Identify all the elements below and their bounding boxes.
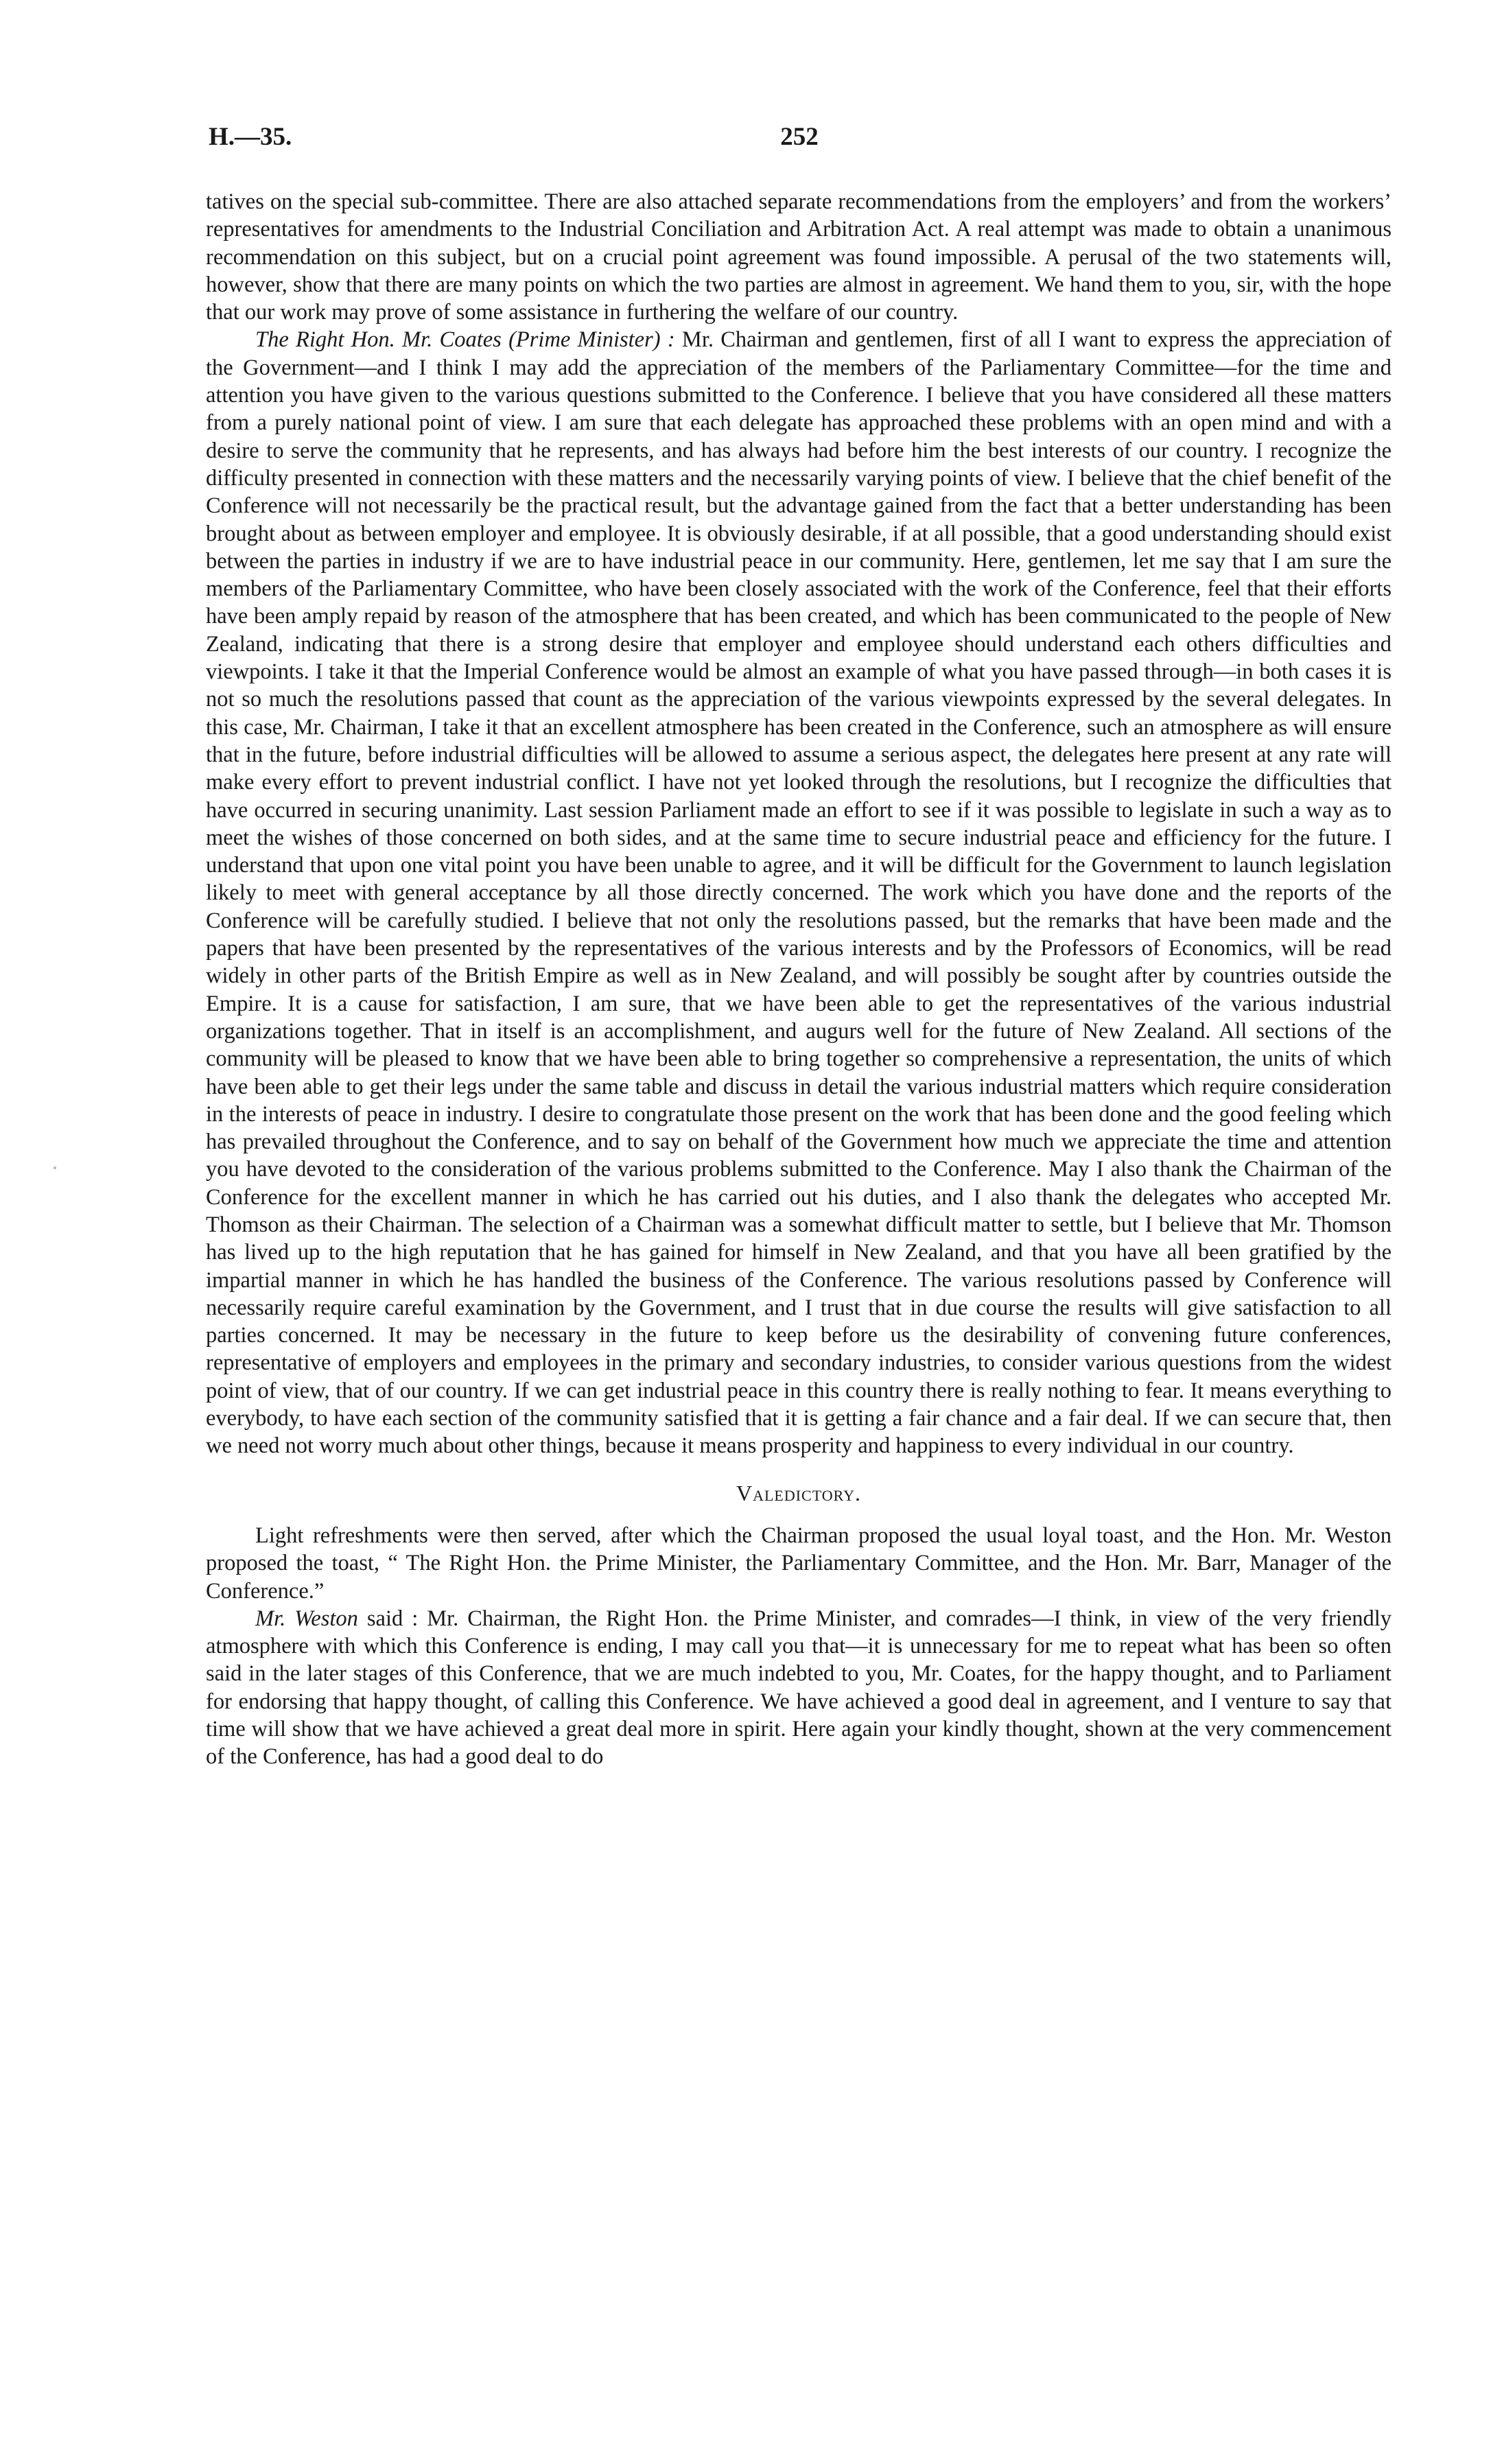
speech-text: Mr. Chairman and gentlemen, first of all I want to express the appreciation of the Government—and I think I may add the appreciation of the members of the Parliamentary Committee—for the time and attention you have given to the various questions submitted to the Conference. I believe that you have considered all these matters from a purely national point of view. I am sure that each delegate has approached these problems with an open mind and with a desire to serve the community that he represents, and has always had before him the best interests of our country. I recognize the difficulty presented in connection with these matters and the necessarily varying points of view. I believe that the chief benefit of the Conference will not necessarily be the practical result, but the advantage gained from the fact that a better understanding has been brought about as between employer and employee. It is obviously desirable, if at all possible, that a good understanding should exist between the parties in industry if we are to have industrial peace in our community. Here, gentlemen, let me say that I am sure the members of the Parliamentary Committee, who have been closely associated with the work of the Conference, feel that their efforts have been amply repaid by reason of the atmosphere that has been created, and which has been communicated to the people of New Zealand, indicating that there is a strong desire that employer and employee should understand each others difficulties and viewpoints. I take it that the Imperial Conference would be almost an example of what you have passed through—in both cases it is not so much the resolutions passed that count as the appreciation of the various viewpoints expressed by the several delegates. In this case, Mr. Chairman, I take it that an excellent atmosphere has been created in the Conference, such an atmosphere as will ensure that in the future, before industrial difficulties will be allowed to assume a serious aspect, the delegates here present at any rate will make every effort to prevent industrial conflict. I have not yet looked through the resolutions, but I recognize the difficulties that have occurred in securing unanimity. Last session Parliament made an effort to see if it was possible to legislate in such a way as to meet the wishes of those concerned on both sides, and at the same time to secure industrial peace and efficiency for the future. I understand that upon one vital point you have been unable to agree, and it will be difficult for the Government to launch legislation likely to meet with general acceptance by all those directly concerned. The work which you have done and the reports of the Conference will be carefully studied. I believe that not only the resolutions passed, but the remarks that have been made and the papers that have been presented by the representatives of the various interests and by the Professors of Economics, will be read widely in other parts of the British Empire as well as in New Zealand, and will possibly be sought after by countries outside the Empire. It is a cause for satisfaction, I am sure, that we have been able to get the representatives of the various industrial organizations together. That in itself is an accomplishment, and augurs well for the future of New Zealand. All sections of the community will be pleased to know that we have been able to bring together so comprehensive a representation, the units of which have been able to get their legs under the same table and discuss in detail the various industrial matters which require consideration in the interests of peace in industry. I desire to congratulate those present on the work that has been done and the good feeling which has prevailed throughout the Conference, and to say on behalf of the Government how much we appreciate the time and attention you have devoted to the consideration of the various problems submitted to the Conference. May I also thank the Chairman of the Conference for the excellent manner in which he has carried out his duties, and I also thank the delegates who accepted Mr. Thomson as their Chairman. The selection of a Chairman was a somewhat difficult matter to settle, but I believe that Mr. Thomson has lived up to the high reputation that he has gained for himself in New Zealand, and that you have all been gratified by the impartial manner in which he has handled the business of the Conference. The various resolutions passed by Conference will necessarily require careful examination by the Government, and I trust that in due course the results will give satisfaction to all parties concerned. It may be necessary in the future to keep before us the desirability of convening future conferences, representative of employers and employees in the primary and secondary industries, to consider various questions from the widest point of view, that of our country. If we can get industrial peace in this country there is really nothing to fear. It means everything to everybody, to have each section of the community satisfied that it is getting a fair chance and a fair deal. If we can secure that, then we need not worry much about other things, because it means prosperity and happiness to every individual in our country. [206,327,1392,1459]
paragraph-refreshments: Light refreshments were then served, after which the Chairman proposed the usual loyal toast, and the Hon. Mr. Weston proposed the toast, “ The Right Hon. the Prime Minister, the Parliamentary Committee, and the Hon. Mr. Barr, Manager of the Conference.” [206,1523,1392,1604]
page-number: 252 [780,123,819,151]
speaker-name: Mr. Weston [255,1606,358,1631]
section-heading: Valedictory. [736,1480,862,1505]
paragraph-prime-minister-speech [206,326,1392,1459]
document-reference: H.—35. [209,123,292,151]
paragraph-continued: tatives on the special sub-committee. There are also attached separate recommendations from the employers’ and from the workers’ representatives for amendments to the Industrial Conciliation and Arbitration Act. A real attempt was made to obtain a unanimous recommendation on this subject, but on a crucial point agreement was found impossible. A perusal of the two statements will, however, show that there are many points on which the two parties are almost in agreement. We hand them to you, sir, with the hope that our work may prove of some assistance in furthering the welfare of our country. [206,189,1392,325]
margin-mark [54,1166,56,1169]
paragraph-weston-speech [206,1605,1392,1771]
page-header [206,122,1393,163]
speech-text: said : Mr. Chairman, the Right Hon. the Prime Minister, and comrades—I think, in view of the very friendly atmosphere with which this Conference is ending, I may call you that—it is unnecessary for me to repeat what has been so often said in the later stages of this Conference, that we are much indebted to you, Mr. Coates, for the happy thought, and to Parliament for endorsing that happy thought, of calling this Conference. We have achieved a good deal in agreement, and I venture to say that time will show that we have achieved a great deal more in spirit. Here again your kindly thought, shown at the very commencement of the Conference, has had a good deal to do [206,1606,1392,1770]
speaker-name: The Right Hon. Mr. Coates (Prime Minister) : [255,327,675,353]
body-text [206,188,1392,1771]
